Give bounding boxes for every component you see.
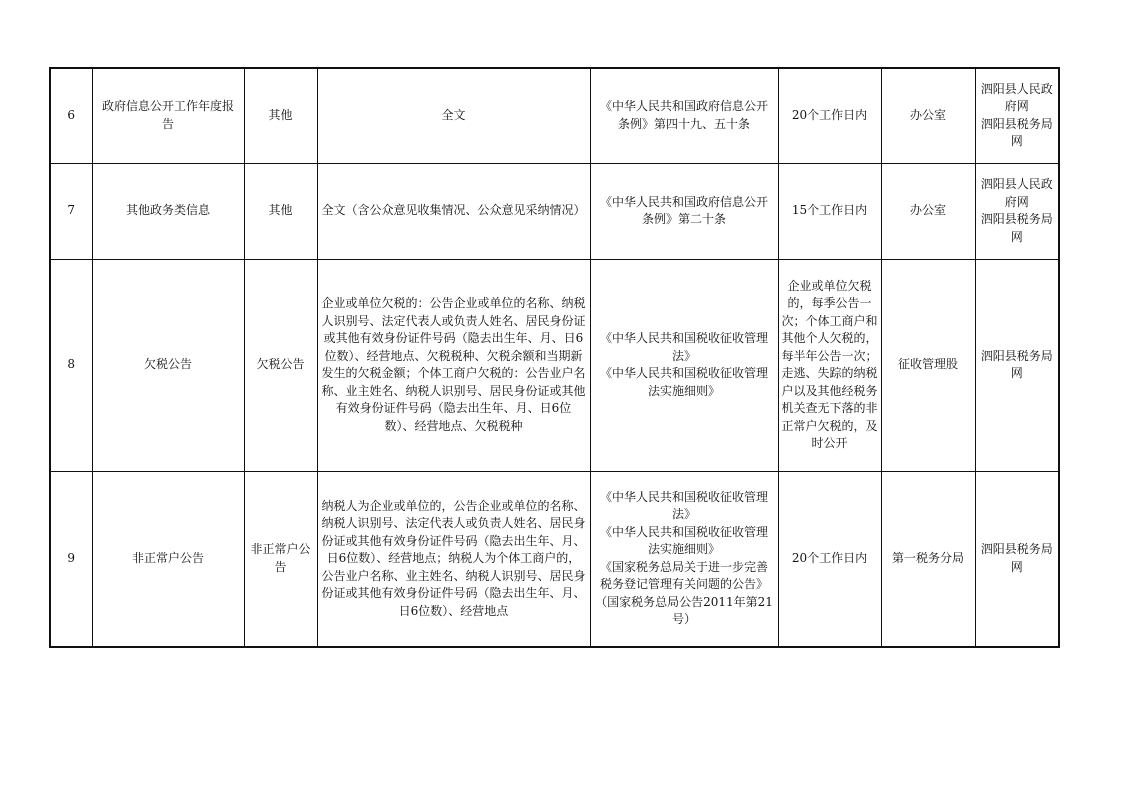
row-number: 9 (50, 471, 92, 647)
time-limit: 20个工作日内 (778, 68, 881, 163)
table-row (50, 471, 1059, 647)
disclosure-channel: 泗阳县人民政府网 泗阳县税务局网 (975, 68, 1059, 163)
department: 办公室 (881, 68, 975, 163)
legal-basis: 《中华人民共和国政府信息公开条例》第二十条 (590, 163, 778, 259)
table-row (50, 68, 1059, 163)
item-name: 政府信息公开工作年度报告 (92, 68, 244, 163)
department: 办公室 (881, 163, 975, 259)
table-row (50, 259, 1059, 471)
disclosure-table (49, 67, 1060, 648)
item-name: 欠税公告 (92, 259, 244, 471)
item-content: 纳税人为企业或单位的，公告企业或单位的名称、纳税人识别号、法定代表人或负责人姓名、居民身份证或其他有效身份证件号码（隐去出生年、月、日6位数）、经营地点；纳税人为个体工商户的，公告业户名称、业主姓名、纳税人识别号、居民身份证或其他有效身份证件号码（隐去出生年、月、日6位数）、经营地点 (317, 471, 590, 647)
item-content: 全文 (317, 68, 590, 163)
time-limit: 20个工作日内 (778, 471, 881, 647)
time-limit: 15个工作日内 (778, 163, 881, 259)
item-category: 其他 (244, 163, 317, 259)
department: 第一税务分局 (881, 471, 975, 647)
disclosure-channel: 泗阳县人民政府网 泗阳县税务局网 (975, 163, 1059, 259)
item-category: 欠税公告 (244, 259, 317, 471)
legal-basis: 《中华人民共和国政府信息公开条例》第四十九、五十条 (590, 68, 778, 163)
item-category: 其他 (244, 68, 317, 163)
row-number: 7 (50, 163, 92, 259)
row-number: 8 (50, 259, 92, 471)
item-name: 非正常户公告 (92, 471, 244, 647)
item-content: 企业或单位欠税的：公告企业或单位的名称、纳税人识别号、法定代表人或负责人姓名、居民身份证或其他有效身份证件号码（隐去出生年、月、日6位数）、经营地点、欠税税种、欠税余额和当期新发生的欠税金额；个体工商户欠税的：公告业户名称、业主姓名、纳税人识别号、居民身份证或其他有效身份证件号码（隐去出生年、月、日6位数）、经营地点、欠税税种 (317, 259, 590, 471)
disclosure-channel: 泗阳县税务局网 (975, 259, 1059, 471)
table-row (50, 163, 1059, 259)
legal-basis: 《中华人民共和国税收征收管理法》 《中华人民共和国税收征收管理法实施细则》 《国家税务总局关于进一步完善税务登记管理有关问题的公告》（国家税务总局公告2011年第21号） (590, 471, 778, 647)
item-content: 全文（含公众意见收集情况、公众意见采纳情况） (317, 163, 590, 259)
legal-basis: 《中华人民共和国税收征收管理法》 《中华人民共和国税收征收管理法实施细则》 (590, 259, 778, 471)
item-name: 其他政务类信息 (92, 163, 244, 259)
disclosure-channel: 泗阳县税务局网 (975, 471, 1059, 647)
row-number: 6 (50, 68, 92, 163)
department: 征收管理股 (881, 259, 975, 471)
item-category: 非正常户公告 (244, 471, 317, 647)
time-limit: 企业或单位欠税的，每季公告一次；个体工商户和其他个人欠税的，每半年公告一次；走逃、失踪的纳税户以及其他经税务机关查无下落的非正常户欠税的，及时公开 (778, 259, 881, 471)
